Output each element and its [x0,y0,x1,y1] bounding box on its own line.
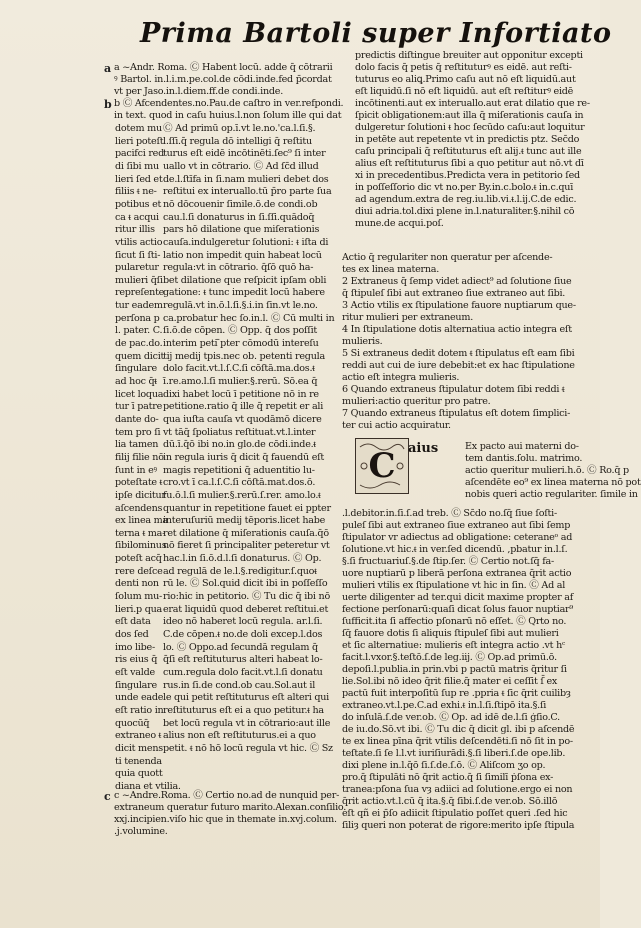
gloss-top-line: b Ⓒ Afcendentes.no.Pau.de caſtro in ver.refpondi. [114,98,344,109]
col-right-top-line: incōtinenti.aut ex interuallo.aut erat dilatio que re- [355,98,590,109]
col-right-bottom-line: facit.l.vxor.§.teſtō.ſ.de leg.iij. Ⓒ Op.ad primū.ō. [342,652,557,663]
col-right-bottom-line: extraneo.vt.l.pe.C.ad exhi.ᵵ in.l.ſi.ſtipō ita.§.ſi [342,700,547,711]
gloss-middle-line: interuſuriū medij tēporis.licet habe [163,515,326,527]
gloss-middle-line: tij medij tpis.nec ob. petenti regula [163,350,325,362]
col-right-items-line: 3 Actio vtilis ex ſtipulatione fauore nuptiarum que- [342,300,576,311]
initial-letter: C [368,446,396,486]
gloss-narrow-line: mulieri q̄ſi [115,274,163,286]
gloss-middle-line: le qui petit reſtituturus eſt alteri qui [163,692,329,704]
col-right-top-line: in poſſeſſorio dic vt no.per By.in.c.bolo.ᵵ in.c.quī [355,182,574,193]
gloss-narrow-line: potibus et [115,198,162,210]
gloss-narrow-line: ſibilominus [115,540,167,552]
gloss-middle-line: C.de cōpen.ᵵ no.de doli excep.l.dos [163,629,323,640]
gloss-narrow-line: de pac.do. [115,338,163,350]
col-right-top-line: ſpicit obligationem:aut illa q̄ miſerationis cauſa in [355,110,584,121]
gloss-middle-line: petitione.ratio q̄ ille q̄ repetit er ali [163,401,324,413]
col-right-top-line: in petēte aut repetente vt in predictis ptz. Sec̄do [355,134,580,145]
col-right-items-line: 5 Si extraneus dedit dotem ᵵ ſtipulatus eſt eam ſibi [342,348,575,359]
col-right-after-init-side-line: aſcendēte eo⁹ ex linea materna nō pot [465,477,641,488]
col-right-top-line: diui adria.tol.dixi plene in.l.naturaliter.§.nihil cō [355,206,575,217]
gloss-middle-line: bet locū regula vt in cōtrario:aut ille [163,717,331,729]
gloss-narrow-line: ris eius q̄ [115,654,158,666]
col-right-top-line: xi in precedentibus.Predicta vera in petitorio ſed [355,170,580,181]
col-right-bottom-line: uerte diligenter ad ter.qui dicit maxime propter af [342,592,574,603]
col-right-items-line: tes ex linea materna. [342,264,440,275]
gloss-middle-line: hac.l.in ſi.ō.d.l.ſi donaturus. Ⓒ Op. [163,553,322,565]
col-right-bottom-line: ſiliȝ queri non poterat de rigore:merito ipſe ſtipula [342,820,575,831]
gloss-bottom-line: extraneum queratur futuro marito.Alexan.conſilio. [114,802,347,813]
gloss-bottom-line: c ~Andre.Roma. Ⓒ Certio no.ad de nunquid per- [114,790,340,801]
gloss-narrow-line: filij filie nō [115,451,164,463]
gloss-middle-line: turus eſt eidē incōtinēti.ſec⁹ ſi inter [163,148,326,160]
gloss-narrow-line: terna ᵵ ma- [115,527,166,539]
gloss-narrow-line: ti tenenda [115,755,162,767]
col-right-bottom-line: depoſi.l.publia.in prin.vbi p pactū matris q̄ritur ſi [342,664,567,675]
initial-word: aius [408,441,439,456]
col-right-top-line: caſu principali q̄ reſtituturus eſt alij.ᵵ tunc aut ille [355,146,582,157]
gloss-narrow-line: ſunt in eꝰ [115,464,157,476]
gloss-middle-line: cauſa.indulgeretur ſolutioni: ᵵ iſta di [163,236,329,248]
col-right-bottom-line: fectione perſonarū:quaſi dicat ſolus fauor nuptiar⁹ [342,604,573,615]
gloss-narrow-line: filiis ᵵ ne- [115,186,157,198]
gloss-narrow-line: tem pro ſi [115,426,161,438]
gloss-narrow-line: perſona p [115,312,160,324]
gloss-middle-line: uallo vt in cōtrario. Ⓒ Ad ſc̄d illud [163,160,319,172]
gloss-top-line: ꝰ Bartol. in.l.i.m.pe.col.de cōdi.inde.fed p̄cordat [114,74,332,85]
col-right-bottom-line: et ſic alternatiue: mulieris eſt integra actio .vt hᶜ [342,640,566,651]
gloss-narrow-line: ex linea ma [115,515,168,527]
col-right-bottom-line: eſt qñ ei p̄ſo adiicit ſtipulatio poſſet queri .ſed hic [342,808,568,819]
gloss-narrow-line: vtilis actio [115,236,163,248]
gloss-narrow-line: aſcendens [115,502,163,514]
gloss-middle-line: qua iuſta cauſa vt quodāmō dicere [163,413,322,425]
col-right-bottom-line: q̄rit actio.vt.l.cū q̄ ita.§.q̄ ſibi.ſ.de ver.ob. Sō.illō [342,796,558,807]
gloss-middle-line: cau.l.ſi donaturus in ſi.ſſi.quādoq̄ [163,211,315,223]
col-right-items-line: 7 Quando extraneus ſtipulatus eſt dotem ſimplici- [342,408,571,419]
gloss-narrow-line: ſingulare [115,363,157,375]
gloss-middle-line: pars hō dilatione que miſerationis [163,224,320,236]
gloss-narrow-line: diana et vtilia. [115,780,181,792]
gloss-middle-line: regulā.vt in.ō.l.ſi.§.i.in ſin.vt le.no. [163,300,318,312]
col-right-top-line: tuturus eo aliꝗ.Primo caſu aut nō eſt liquidū.aut [355,74,576,85]
gloss-middle-line: nō dōcouenir ſimile.ō.de condi.ob [163,198,318,210]
gloss-narrow-line: poteſt acq̄ [115,553,162,565]
gloss-narrow-line: di ſibi mu [115,160,159,172]
col-right-bottom-line: §.ſi fructuariuſ.§.de ſtip.ſer. Ⓒ Certio not.ſq̄ fa- [342,556,554,567]
gloss-middle-line: Ⓒ Ad primū op.ī.vt le.no.'ca.l.ſi.§. [163,123,316,134]
gloss-middle-line: interim peti ̄pter cōmodū intereſu [163,338,319,350]
col-right-bottom-line: pactū fuit interpoſitū ſup re .ppria ᵵ ſic q̄rit cuilibȝ [342,688,571,699]
gloss-narrow-line: quem dicit [115,350,165,362]
gloss-narrow-line: dicit mens [115,742,163,754]
gloss-narrow-line: eſt valde [115,666,155,678]
gloss-narrow-line: eſt ratio in [115,704,164,716]
gloss-narrow-line: ritur illis [115,224,155,236]
running-head: Prima Bartoli super Infortiato [140,18,612,49]
col-right-items-line: ter cui actio acquiratur. [342,420,451,431]
col-right-items-line: reddi aut cui de iure debebit:et ex hac ſtipulatione [342,360,575,371]
gloss-narrow-line: ca ᵵ acqui [115,211,159,223]
col-right-items-line: ritur mulieri per extraneum. [342,312,474,323]
col-right-bottom-line: lie.Sol.ibi nō ideo q̄rit filie.q̄ mater ei ceſſit ſ̄ ex [342,676,558,687]
gloss-bottom-line: .j.volumine. [114,826,168,837]
gloss-middle-line: ret dilatione q̄ miſerationis cauſa.q̄ō [163,527,329,539]
gloss-middle-line: ī.re.amo.l.ſi mulier.§.rerū. Sō.ea q̄ [163,376,318,387]
gloss-middle-line: quantur in repetitione fauet ei ppter [163,502,331,514]
col-right-top-line: dolo facis q̄ petis q̄ reſtituturꝰ es eidē. aut reſti- [355,62,572,73]
gloss-narrow-line: ad hoc q̄ᵵ [115,376,157,387]
col-right-items-line: 4 In ſtipulatione dotis alternatiua actio integra eſt [342,324,572,335]
gloss-narrow-line: quocūq̄ [115,717,150,729]
col-right-top-line: mune.de acqui.poſ. [355,218,444,229]
col-right-top-line: dulgeretur ſolutioni ᵵ hoc ſecūdo caſu:aut loquitur [355,122,585,133]
col-right-after-init-side-line: tem dantis.ſolu. matrimo. [465,453,583,464]
gloss-middle-line: lo. Ⓒ Oppo.ad ſecundā regulam q̄ [163,641,318,653]
col-right-bottom-line: do inſulā.ſ.de ver.ob. Ⓒ Op. ad idē de.l.ſi ģſio.C. [342,712,560,723]
col-right-top-line: alius eſt reſtituturus ſibi a quo petitur aut nō.vt dī [355,158,584,169]
col-right-after-init-side-line: nobis queri actio regulariter. ſimile in [465,489,638,500]
col-right-items-line: 2 Extraneus q̄ ſemp videt adiect⁹ ad ſolutione ſiue [342,276,572,287]
gloss-top-line: a ~Andr. Roma. Ⓒ Habent locū. adde q̄ cōtrarii [114,62,333,73]
gloss-top-line: vt per Jaso.in.l.diem.ff.de condi.inde. [114,86,284,97]
gloss-narrow-line: licet loqua [115,388,164,400]
col-right-bottom-line: ſtipulator vr adiectus ad obligatione: ceteraneᵒ ad [342,532,573,543]
col-right-bottom-line: dixi plene in.l.q̄ō ſi.ſ.de.ſ.ō. Ⓒ Aliſcom ʒo op. [342,760,546,771]
col-right-items-line: q̄ ſtipuleſ ſibi aut extraneo ſiue extraneo aut ſibi. [342,288,566,299]
gloss-middle-line: dixi habet locū ī petitione nō in re [163,388,319,400]
col-right-bottom-line: mulieri vtilis ex ſtipulatione vt hic in ſin. Ⓒ Ad al [342,580,566,591]
gloss-middle-line: rū le. Ⓒ Sol.quid dicit ibi in poſſeſſo [163,578,328,590]
gloss-narrow-line: pularetur [115,262,159,274]
gloss-top-line: in text. quod in caſu huius.l.non ſolum ille qui dat [114,110,342,121]
gloss-middle-line: cro.vt ī ca.l.ſ.C.ſi cōſtā.mat.dos.ō. [163,477,316,489]
gloss-middle-line: dolo facit.vt.l.ſ.C.ſi cōſtā.ma.dos.ᵵ [163,363,315,375]
gloss-middle-line: de.l.ſtīfa in ſi.nam mulieri debet dos [163,173,329,185]
col-right-items-line: 6 Quando extraneus ſtipulatur dotem ſibi reddi ᵵ [342,384,565,395]
gloss-middle-line: ad regulā de le.l.§.redigitur.ſ.quoᵵ [163,565,317,577]
gloss-narrow-line: ſolum mu- [115,591,162,603]
col-right-top-line: eſt liquidū.ſi nō eſt liquidū. aut eſt reſtiturꝰ eidē [355,86,574,97]
margin-note-b: b [104,98,112,111]
col-right-bottom-line: ſq̄ fauore dotis ſi aliquis ſtipuleſ ſibi aut mulieri [342,628,559,639]
gloss-middle-line: gatione: ᵵ tunc impedit locū habere [163,287,325,299]
gloss-narrow-line: l. pater. C. [115,325,163,337]
col-right-bottom-line: de iu.do.Sō.vt ibi. Ⓒ Tu dic q̄ dicit gl. ibi p aſcendē [342,724,575,735]
col-right-after-init-side-line: actio queritur mulieri.h.ō. Ⓒ Ro.q̄ p [465,465,629,476]
gloss-narrow-line: lieri.p qua [115,603,162,615]
gloss-middle-line: reſtitui ex interuallo.tū p̄ro parte ſua [163,186,332,198]
gloss-narrow-line: dante do- [115,413,159,425]
gloss-middle-line: ideo nō haberet locū regula. ar.l.ſi. [163,616,323,628]
gloss-middle-line: bet dilatione que reſpicit ipſam obli [163,274,327,286]
gloss-narrow-line: tur eadem [115,300,163,312]
gloss-middle-line: ca.probatur hec ſo.in.l. Ⓒ Cū multi in [163,312,335,324]
gloss-middle-line: fu.ō.l.ſi mulier.§.rerū.ſ.rer. amo.lo.ᵵ [163,489,321,501]
col-right-bottom-line: ſolutione.vt hic.ᵵ in ver.ſed dicendū. ,pbatur in.l.ſ. [342,544,568,555]
gloss-narrow-line: poteſtate ᵵ [115,477,163,489]
gloss-middle-line: vt tāq̄ ſpoliatus reſtituat.vt.l.inter [163,426,316,438]
gloss-middle-line: l.ſſi.q̄ regula dō intelligi q̄ reſtitu [163,135,312,147]
col-right-bottom-line: teſtate.ſi ſe l.l.vt iuriſiurādi.§.ſi liberi.ſ.de ope.lib. [342,748,566,759]
col-right-bottom-line: pro.q̄ ſtipulāti nō q̄rit actio.q̄ ſi ſimilī ṗſona ex- [342,772,554,783]
gloss-middle-line: petit. ᵵ nō hō locū regula vt hic. Ⓒ Sz [163,742,333,754]
gloss-middle-line: reſtituturus eſt ei a quo petitur.ᵵ ha [163,704,324,716]
gloss-narrow-line: lia tamen [115,439,159,451]
col-right-bottom-line: puleſ ſibi aut extraneo ſiue extraneo aut ſibi ſemp [342,520,571,531]
gloss-middle-line: cum.regula dolo facit.vt.l.ſi donatu [163,666,323,678]
gloss-narrow-line: ipſe dicitur [115,489,166,501]
gloss-middle-line: latio non impedit quin habeat locū [163,249,322,261]
gloss-narrow-line: tur ī patre [115,401,163,413]
gloss-narrow-line: repreſente [115,287,165,299]
gloss-middle-line: in regula iuris q̄ dicit q̄ fauendū eſt [163,451,325,463]
gloss-narrow-line: lieri poteſt [115,135,164,147]
gloss-middle-line: regula:vt in cōtrario. q̄ſō quō ha- [163,262,314,274]
gloss-narrow-line: lieri ſed et [115,173,163,185]
gloss-middle-line: magis repetitioni q̄ aduentitio lu- [163,464,315,476]
gloss-narrow-line: rere deſce [115,565,163,577]
gloss-middle-line: rio:hic in petitorio. Ⓒ Tu dic q̄ ibi nō [163,591,330,603]
col-right-top-line: ad agendum.extra de reg.iu.lib.vi.ᵵ.l.ij.C.de edic. [355,194,577,205]
gloss-narrow-line: extraneo ᵵ [115,730,162,742]
gloss-narrow-line: dotem mu [115,123,162,134]
col-right-items-line: Actio q̄ regulariter non queratur per aſcende- [342,252,553,263]
gloss-middle-line: nō fieret ſi principaliter peteretur vt [163,540,330,552]
col-right-items-line: actio eſt integra mulieris. [342,372,460,383]
margin-note-c: c [104,790,111,803]
gloss-narrow-line: unde eade [115,692,164,704]
col-right-bottom-line: tranea:pſona ſua vȝ adiici ad ſolutione.ergo ei non [342,784,573,795]
gloss-narrow-line: denti non [115,578,159,590]
col-right-bottom-line: ſufficit.ita ſi affectio pſonarū nō eſſet. Ⓒ Qrto no. [342,616,567,627]
margin-note-a: a [104,62,112,75]
gloss-narrow-line: pacifci red [115,148,164,160]
col-right-top-line: predictis diſtingue breuiter aut opponitur excepti [355,50,583,61]
gloss-narrow-line: eſt data [115,616,151,628]
col-right-bottom-line: uore nuptiarū p liberā perſona extranea q̄rit actio [342,568,572,579]
gloss-narrow-line: ſingulare [115,679,157,691]
col-right-items-line: mulieris. [342,336,383,347]
gloss-narrow-line: dos ſed [115,629,149,640]
gloss-middle-line: dū.ī.q̄ō ibi no.in glo.de cōdi.inde.ᵵ [163,439,316,451]
col-right-bottom-line: te ex linea pīna q̄rit vtilis deſcendēti.ſi nō ſit in po- [342,736,573,747]
gloss-middle-line: ſi.ō.de cōpen. Ⓒ Opp. q̄ dos poſſit [163,325,318,337]
col-right-after-init-side-line: Ex pacto aui materni do- [465,441,579,452]
gloss-bottom-line: xxj.incipien.viſo hic que in themate in.xvj.colum. [114,814,337,825]
gloss-middle-line: alius non eſt reſtituturus.ei a quo [163,730,316,742]
gloss-narrow-line: imo libe- [115,641,155,653]
gloss-narrow-line: quia quott [115,768,163,780]
gloss-narrow-line: ſicut ſi ſti- [115,249,161,261]
gloss-middle-line: rus.in ſi.de cond.ob cau.Sol.aut il [163,679,316,691]
gloss-middle-line: q̄ſi eſt reſtituturus alteri habeat lo- [163,654,323,666]
col-right-bottom-line: .l.debitor.in.ſi.ſ.ad treb. Ⓒ Sc̄do no.ſq̄ ſiue ſoſti- [342,508,557,519]
gloss-middle-line: erat liquidū quod deberet reſtitui.et [163,603,329,615]
col-right-items-line: mulieri:actio queritur pro patre. [342,396,491,407]
decorated-initial [355,438,409,494]
